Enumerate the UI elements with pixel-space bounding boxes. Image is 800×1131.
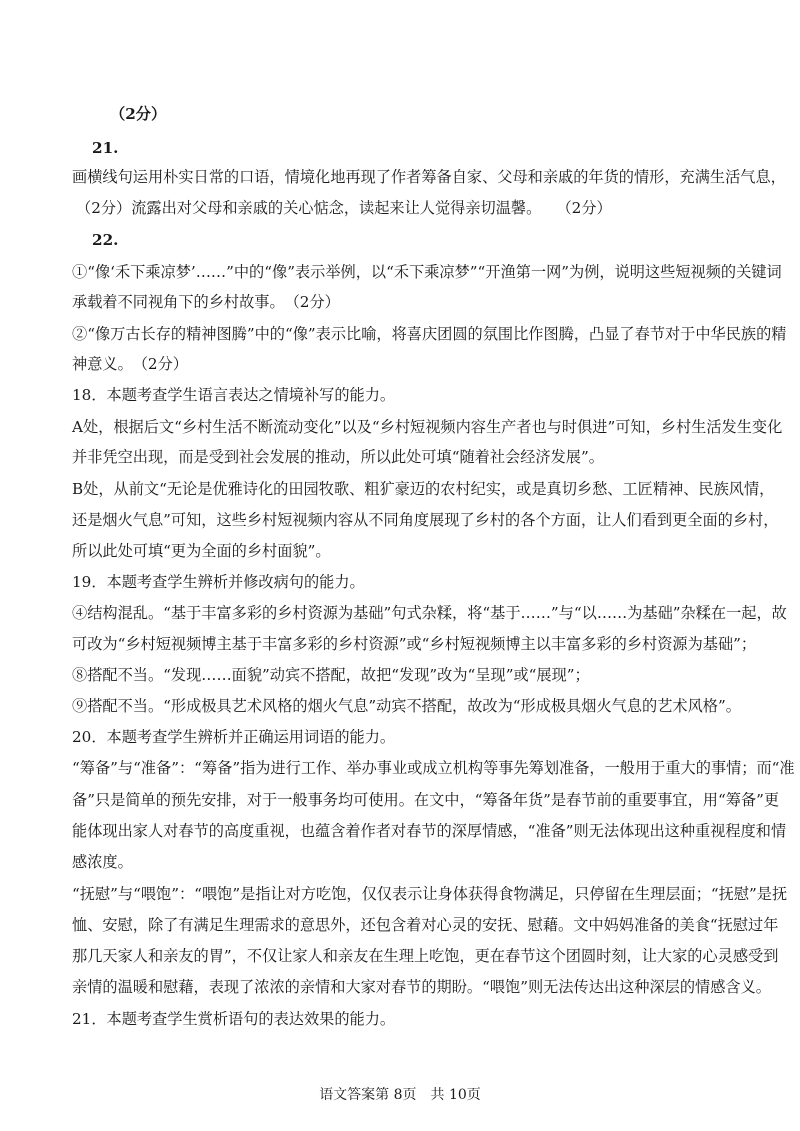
answer-line: B处，从前文“无论是优雅诗化的田园牧歌、粗犷豪迈的农村纪实，或是真切乡愁、工匠精神、民族风情， [72, 480, 775, 498]
answer-line: “筹备”与“准备”：“筹备”指为进行工作、举办事业或成立机构等事先筹划准备，一般用于重大的事情；而“准 [72, 759, 795, 777]
answer-line: 备”只是简单的预先安排，对于一般事务均可使用。在文中，“筹备年货”是春节前的重要事宜，用“筹备”更 [72, 791, 780, 809]
answer-line: 画横线句运用朴实日常的口语，情境化地再现了作者筹备自家、父母和亲戚的年货的情形，充满生活气息， [72, 168, 786, 186]
answer-line: A处，根据后文“乡村生活不断流动变化”以及“乡村短视频内容生产者也与时俱进”可知，乡村生活发生变化 [72, 418, 783, 436]
answer-line: 感浓度。 [72, 853, 133, 871]
section-heading: 20．本题考查学生辨析并正确运用词语的能力。 [72, 728, 396, 746]
answer-line: 承载着不同视角下的乡村故事。 （2分） [72, 293, 340, 311]
answer-line: 能体现出家人对春节的高度重视，也蕴含着作者对春节的深厚情感，“准备”则无法体现出这种重视程度和情 [72, 822, 787, 840]
answer-line: “抚慰”与“喂饱”：“喂饱”是指让对方吃饱，仅仅表示让身体获得食物满足，只停留在生理层面；“抚慰”是抚 [72, 885, 788, 903]
answer-line: ⑨搭配不当。“形成极具艺术风格的烟火气息”动宾不搭配，故改为“形成极具烟火气息的艺术风格”。 [72, 697, 741, 715]
section-heading: 18．本题考查学生语言表达之情境补写的能力。 [72, 386, 396, 404]
answer-line: 并非凭空出现，而是受到社会发展的推动，所以此处可填“随着社会经济发展”。 [72, 448, 604, 466]
answer-line: 可改为“乡村短视频博主基于丰富多彩的乡村资源”或“乡村短视频博主以丰富多彩的乡村资源为基础”； [72, 635, 757, 653]
question-number: 22. [92, 231, 119, 249]
answer-line: 亲情的温暖和慰藉，表现了浓浓的亲情和大家对春节的期盼。“喂饱”则无法传达出这种深层的情感含义。 [72, 978, 771, 996]
answer-line: 神意义。 （2分） [72, 355, 188, 373]
answer-line: 那几天家人和亲友的胃”，不仅让家人和亲友在生理上吃饱，更在春节这个团圆时刻，让大家的心灵感受到 [72, 947, 779, 965]
page-footer: 语文答案第 8页 共 10页 [319, 1087, 481, 1103]
answer-line: ⑧搭配不当。“发现……面貌”动宾不搭配，故把“发现”改为“呈现”或“展现”； [72, 666, 590, 684]
answer-line: 还是烟火气息”可知，这些乡村短视频内容从不同角度展现了乡村的各个方面，让人们看到更全面的乡村， [72, 511, 779, 529]
answer-line: （2分）流露出对父母和亲戚的关心惦念，读起来让人觉得亲切温馨。 （2分） [76, 199, 612, 217]
section-heading: 21．本题考查学生赏析语句的表达效果的能力。 [72, 1010, 396, 1028]
answer-line: ④结构混乱。“基于丰富多彩的乡村资源为基础”句式杂糅，将“基于……”与“以……为基础”杂糅在一起，故 [72, 604, 787, 622]
score-note: （2分） [110, 105, 167, 123]
answer-line: 所以此处可填“更为全面的乡村面貌”。 [72, 542, 331, 560]
answer-line: 恤、安慰，除了有满足生理需求的意思外，还包含着对心灵的安抚、慰藉。文中妈妈准备的美食“抚慰过年 [72, 916, 779, 934]
answer-line: ②“像万古长存的精神图腾”中的“像”表示比喻，将喜庆团圆的氛围比作图腾，凸显了春节对于中华民族的精 [72, 325, 787, 343]
question-number: 21. [92, 139, 119, 157]
section-heading: 19．本题考查学生辨析并修改病句的能力。 [72, 573, 365, 591]
answer-line: ①“像‘禾下乘凉梦’……”中的“像”表示举例，以“禾下乘凉梦”“开渔第一网”为例，说明这些短视频的关键词 [72, 263, 782, 281]
